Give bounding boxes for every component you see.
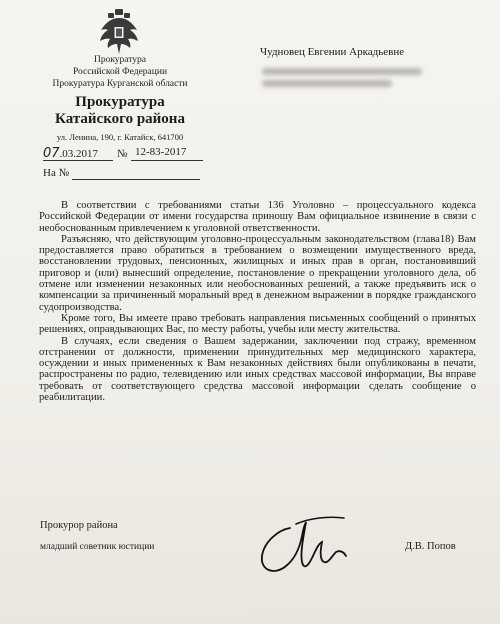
reply-reference-label: На №: [43, 167, 70, 179]
org-line: Прокуратура: [93, 55, 147, 65]
letter-body: [39, 200, 476, 403]
signer-rank: младший советник юстиции: [40, 542, 155, 552]
handwritten-signature: [250, 500, 380, 590]
redacted-address-line: [262, 68, 422, 75]
body-paragraph: В соответствии с требованиями статьи 136 Уголовно – процессуального кодекса Российской Федерации от имени государства приношу Вам официальное извинение в связи с необоснованным привлечением к уголовной ответственности.: [39, 200, 476, 234]
office-address: ул. Ленина, 190, г. Катайск, 641700: [56, 132, 184, 142]
date-field: [43, 146, 113, 161]
date-day-handwritten: 07: [43, 146, 60, 161]
reply-reference-blank: [72, 179, 200, 180]
outgoing-number: 12-83-2017: [131, 146, 203, 161]
date-month-year: .03.2017: [59, 148, 99, 160]
body-paragraph: Разъясняю, что действующим уголовно-процессуальным законодательством (глава18) Вам предоставляется право обратиться в требованием о возмещении имущественного вреда, восстановлении трудовых, пенсионных, жилищных и иных прав в орган, постановивший приговор и (или) вынесший определение, постановление о прекращении уголовного дела, об отмене или изменении незаконных или необоснованных решений, а также предъявить иск о компенсации за причиненный моральный вред в денежном выражении в порядке гражданского судопроизводства.: [39, 233, 476, 313]
org-line: Прокуратура Курганской области: [52, 79, 188, 89]
recipient-name: Чудновец Евгении Аркадьевне: [260, 46, 405, 58]
body-paragraph: В случаях, если сведения о Вашем задержании, заключении под стражу, временном отстранении от должности, применении принудительных мер медицинского характера, осуждении и иных примененных к Вам незаконных действиях были опубликованы в печати, распространены по радио, телевидению или иных средствах массовой информации, Вы вправе требовать от соответствующего средства массовой информации сделать сообщение о реабилитации.: [39, 335, 476, 404]
body-paragraph: Кроме того, Вы имеете право требовать направления письменных сообщений о принятых решениях, оправдывающих Вас, по месту работы, учебы или месту жительства.: [39, 312, 476, 336]
redacted-address-line: [262, 80, 392, 87]
issuing-office-line: Прокуратура: [75, 94, 165, 110]
issuing-office-line: Катайского района: [55, 111, 185, 127]
number-sign: №: [117, 148, 128, 160]
signer-name: Д.В. Попов: [405, 541, 456, 552]
org-line: Российской Федерации: [72, 67, 168, 77]
signer-position: Прокурор района: [40, 520, 118, 531]
organization-header: [40, 54, 200, 90]
issuing-office-title: [40, 94, 200, 128]
double-headed-eagle-emblem: [98, 8, 140, 56]
